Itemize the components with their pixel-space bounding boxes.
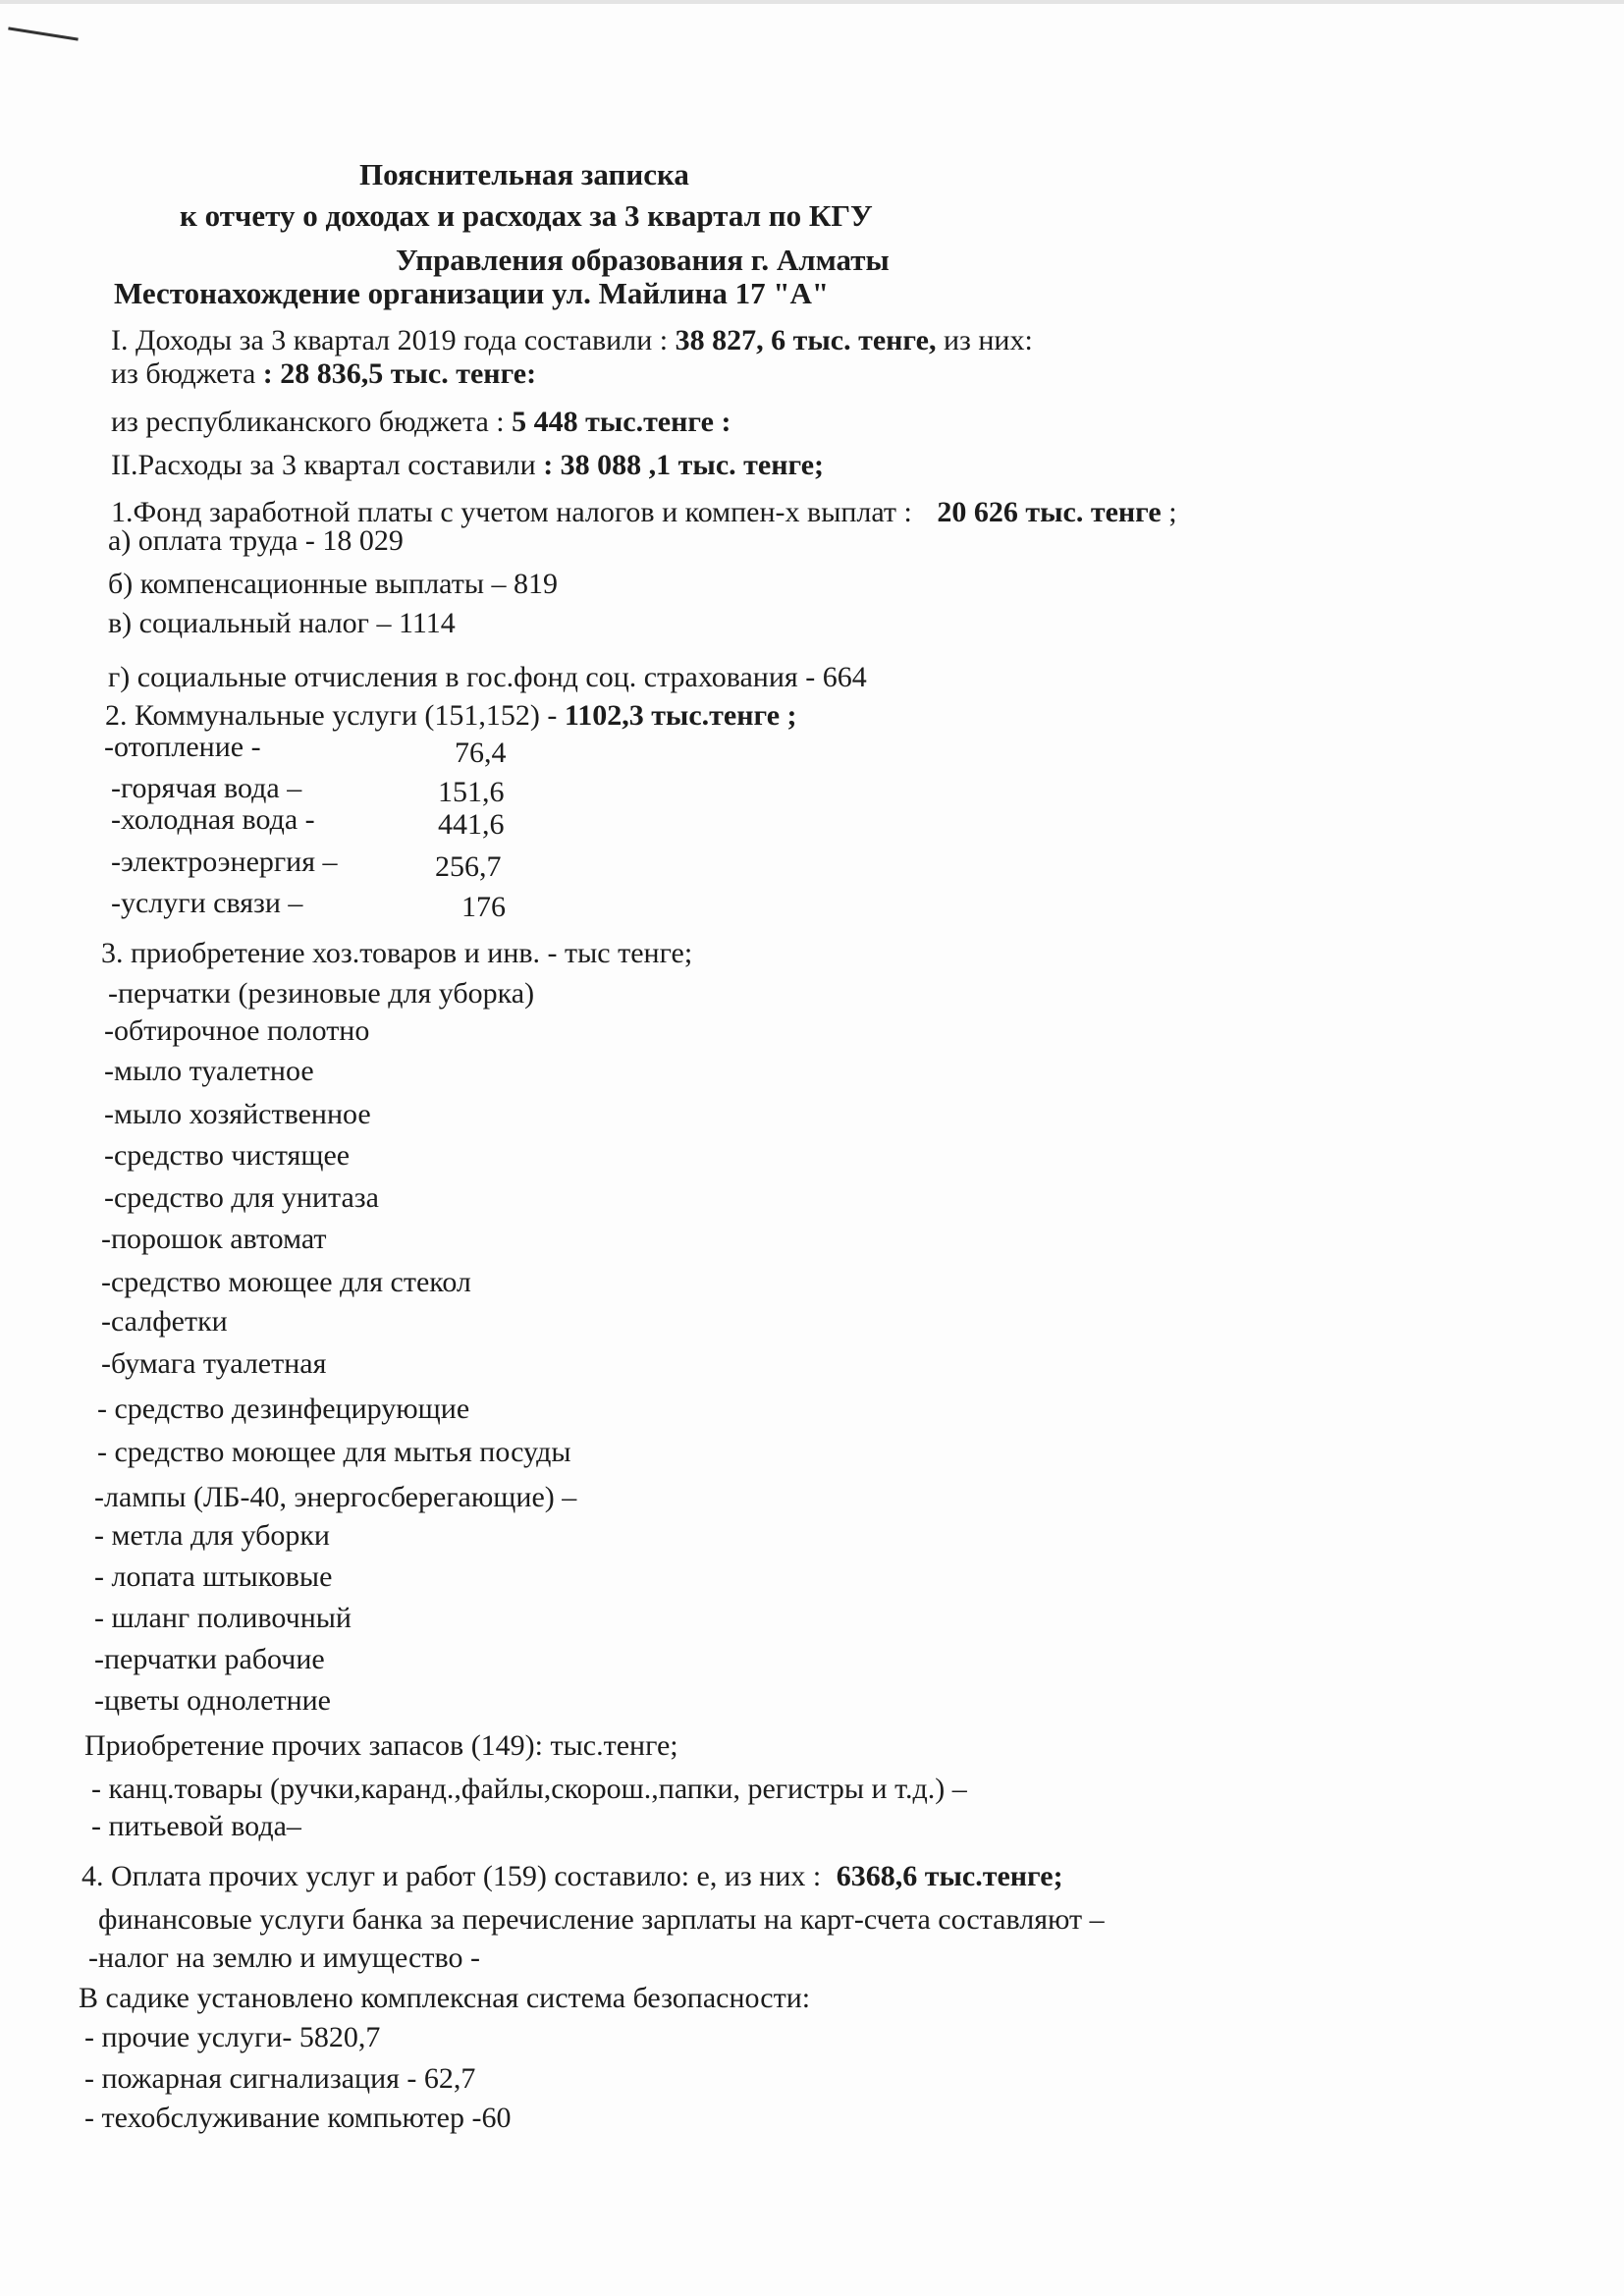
- income-total-suffix: из них:: [943, 324, 1033, 356]
- goods-item: -цветы однолетние: [94, 1684, 331, 1717]
- goods-item: -средство чистящее: [104, 1139, 351, 1172]
- utility-item-label: -горячая вода –: [111, 772, 302, 804]
- other-stock-item: - канц.товары (ручки,каранд.,файлы,скорош.,папки, регистры и т.д.) –: [91, 1773, 967, 1805]
- goods-item: - лопата штыковые: [94, 1560, 333, 1593]
- utility-item-label: -отопление -: [104, 731, 261, 763]
- goods-item: - средство дезинфецирующие: [97, 1393, 470, 1425]
- utilities: [105, 699, 797, 733]
- payroll-item: б) компенсационные выплаты – 819: [108, 568, 558, 600]
- goods-item: -перчатки рабочие: [94, 1643, 325, 1675]
- utilities-value: 1102,3 тыс.тенге ;: [564, 699, 797, 732]
- goods-item: -обтирочное полотно: [104, 1014, 370, 1047]
- goods-heading: 3. приобретение хоз.товаров и инв. - тыс тенге;: [101, 937, 693, 969]
- expenses-total-label: II.Расходы за 3 квартал составили: [111, 449, 536, 481]
- org-name: Управления образования г. Алматы: [396, 243, 890, 277]
- goods-item: - средство моющее для мытья посуды: [97, 1436, 571, 1468]
- goods-item: -мыло туалетное: [104, 1055, 314, 1087]
- other-stock-item: - питьевой вода–: [91, 1810, 301, 1842]
- goods-item: -порошок автомат: [101, 1223, 327, 1255]
- other-stock-heading: Приобретение прочих запасов (149): тыс.тенге;: [84, 1729, 678, 1762]
- services-line: В садике установлено комплексная система безопасности:: [79, 1982, 811, 2014]
- utility-item-value: 256,7: [435, 850, 502, 883]
- income-budget: [111, 357, 536, 391]
- payroll-item: а) оплата труда - 18 029: [108, 524, 404, 557]
- utilities-label: 2. Коммунальные услуги (151,152) -: [105, 699, 558, 732]
- goods-item: -лампы (ЛБ-40, энергосберегающие) –: [94, 1481, 577, 1513]
- services-line: финансовые услуги банка за перечисление зарплаты на карт-счета составляют –: [98, 1903, 1105, 1936]
- utility-item-label: -услуги связи –: [111, 887, 303, 919]
- services-line: - техобслуживание компьютер -60: [84, 2102, 512, 2134]
- goods-item: - метла для уборки: [94, 1519, 330, 1552]
- payroll-item: в) социальный налог – 1114: [108, 607, 456, 639]
- services-line: - прочие услуги- 5820,7: [84, 2021, 381, 2053]
- services-total-label: 4. Оплата прочих услуг и работ (159) составило: е, из них :: [81, 1860, 822, 1892]
- goods-item: -перчатки (резиновые для уборка): [108, 977, 535, 1010]
- income-republic-value: 5 448 тыс.тенге :: [512, 406, 731, 438]
- goods-item: - шланг поливочный: [94, 1602, 352, 1634]
- payroll-fund-value: 20 626 тыс. тенге: [937, 496, 1162, 528]
- services-total: [81, 1860, 1063, 1893]
- utility-item-value: 151,6: [438, 776, 505, 808]
- goods-item: -средство моющее для стекол: [101, 1266, 471, 1298]
- income-republic: [111, 406, 731, 439]
- utility-item-label: -холодная вода -: [111, 803, 315, 836]
- doc-title: Пояснительная записка: [359, 157, 689, 191]
- scan-mark: [8, 27, 79, 40]
- utility-item-label: -электроэнергия –: [111, 846, 338, 878]
- goods-item: -бумага туалетная: [101, 1347, 327, 1380]
- scan-edge: [0, 0, 1624, 4]
- utility-item-value: 76,4: [455, 737, 507, 769]
- payroll-fund-suffix: ;: [1168, 496, 1177, 528]
- goods-item: -средство для унитаза: [104, 1181, 379, 1214]
- income-total-value: 38 827, 6 тыс. тенге,: [675, 324, 937, 356]
- services-line: - пожарная сигнализация - 62,7: [84, 2062, 476, 2095]
- income-budget-value: : 28 836,5 тыс. тенге:: [262, 357, 537, 390]
- income-total: [111, 324, 1033, 357]
- utility-item-value: 441,6: [438, 808, 505, 841]
- goods-item: -салфетки: [101, 1305, 228, 1338]
- services-total-value: 6368,6 тыс.тенге;: [836, 1860, 1063, 1892]
- income-republic-label: из республиканского бюджета :: [111, 406, 505, 438]
- doc-subtitle: к отчету о доходах и расходах за 3 квартал по КГУ: [180, 198, 873, 233]
- expenses-total-value: : 38 088 ,1 тыс. тенге;: [543, 449, 825, 481]
- income-total-label: I. Доходы за 3 квартал 2019 года составили :: [111, 324, 669, 356]
- payroll-item: г) социальные отчисления в гос.фонд соц. страхования - 664: [108, 661, 867, 693]
- expenses-total: [111, 449, 824, 482]
- income-budget-label: из бюджета: [111, 357, 256, 390]
- org-location: Местонахождение организации ул. Майлина 17 "А": [114, 276, 830, 310]
- services-line: -налог на землю и имущество -: [88, 1941, 480, 1974]
- goods-item: -мыло хозяйственное: [104, 1098, 371, 1130]
- payroll-fund-label: 1.Фонд заработной платы с учетом налогов и компен-х выплат :: [111, 496, 912, 528]
- utility-item-value: 176: [461, 891, 506, 923]
